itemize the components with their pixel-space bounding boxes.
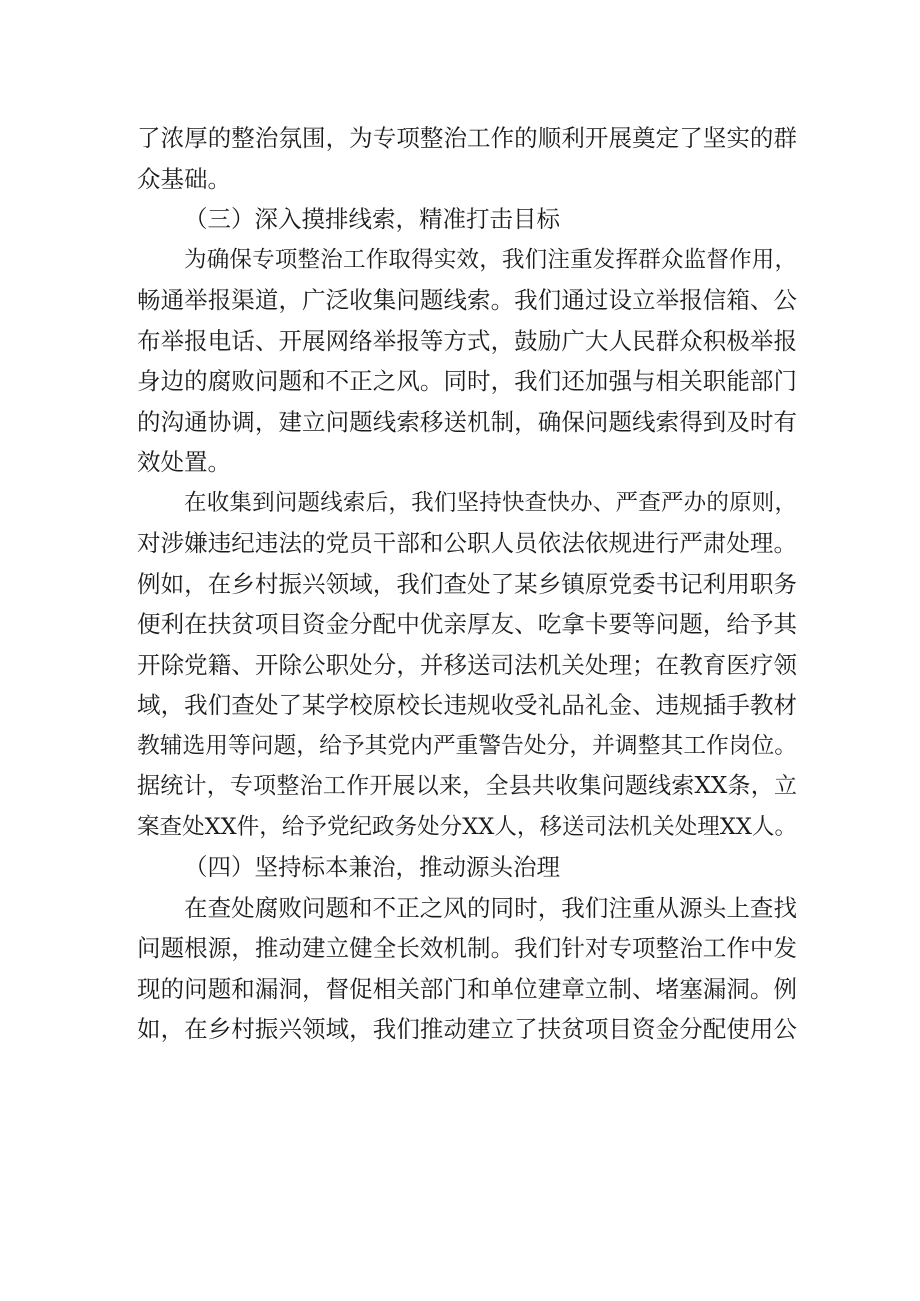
text-line: 布举报电话、开展网络举报等方式，鼓励广大人民群众积极举报: [137, 326, 797, 355]
text-line: 的沟通协调，建立问题线索移送机制，确保问题线索得到及时有: [137, 407, 797, 436]
text-line: 教辅选用等问题，给予其党内严重警告处分，并调整其工作岗位。: [137, 732, 797, 759]
text-line: 畅通举报渠道，广泛收集问题线索。我们通过设立举报信箱、公: [137, 286, 797, 314]
text-line: 问题根源，推动建立健全长效机制。我们针对专项整治工作中发: [137, 934, 797, 962]
text-line: 在收集到问题线索后，我们坚持快查快办、严查严办的原则，: [184, 489, 797, 516]
text-line: 对涉嫌违纪违法的党员干部和公职人员依法依规进行严肃处理。: [137, 529, 797, 557]
text-line: 开除党籍、开除公职处分，并移送司法机关处理；在教育医疗领: [137, 650, 797, 679]
text-line: 域，我们查处了某学校原校长违规收受礼品礼金、违规插手教材: [137, 691, 797, 719]
section-heading: （三）深入摸排线索，精准打击目标: [184, 205, 560, 233]
text-line: 现的问题和漏洞，督促相关部门和单位建章立制、堵塞漏洞。例: [137, 974, 797, 1003]
text-line: 如，在乡村振兴领域，我们推动建立了扶贫项目资金分配使用公: [137, 1015, 797, 1043]
text-line: 为确保专项整治工作取得实效，我们注重发挥群众监督作用，: [184, 246, 797, 273]
section-heading: （四）坚持标本兼治，推动源头治理: [184, 853, 560, 881]
text-line: 身边的腐败问题和不正之风。同时，我们还加强与相关职能部门: [137, 367, 797, 395]
text-line: 在查处腐败问题和不正之风的同时，我们注重从源头上查找: [184, 893, 797, 922]
text-line: 据统计，专项整治工作开展以来，全县共收集问题线索XX条，立: [137, 773, 797, 799]
text-line: 众基础。: [137, 164, 231, 193]
text-line: 案查处XX件，给予党纪政务处分XX人，移送司法机关处理XX人。: [137, 813, 797, 840]
body-text: [137, 118, 797, 1050]
text-line: 了浓厚的整治氛围，为专项整治工作的顺利开展奠定了坚实的群: [137, 124, 797, 152]
text-line: 便利在扶贫项目资金分配中优亲厚友、吃拿卡要等问题，给予其: [137, 610, 797, 638]
text-line: 例如，在乡村振兴领域，我们查处了某乡镇原党委书记利用职务: [137, 569, 797, 598]
text-line: 效处置。: [137, 448, 231, 476]
